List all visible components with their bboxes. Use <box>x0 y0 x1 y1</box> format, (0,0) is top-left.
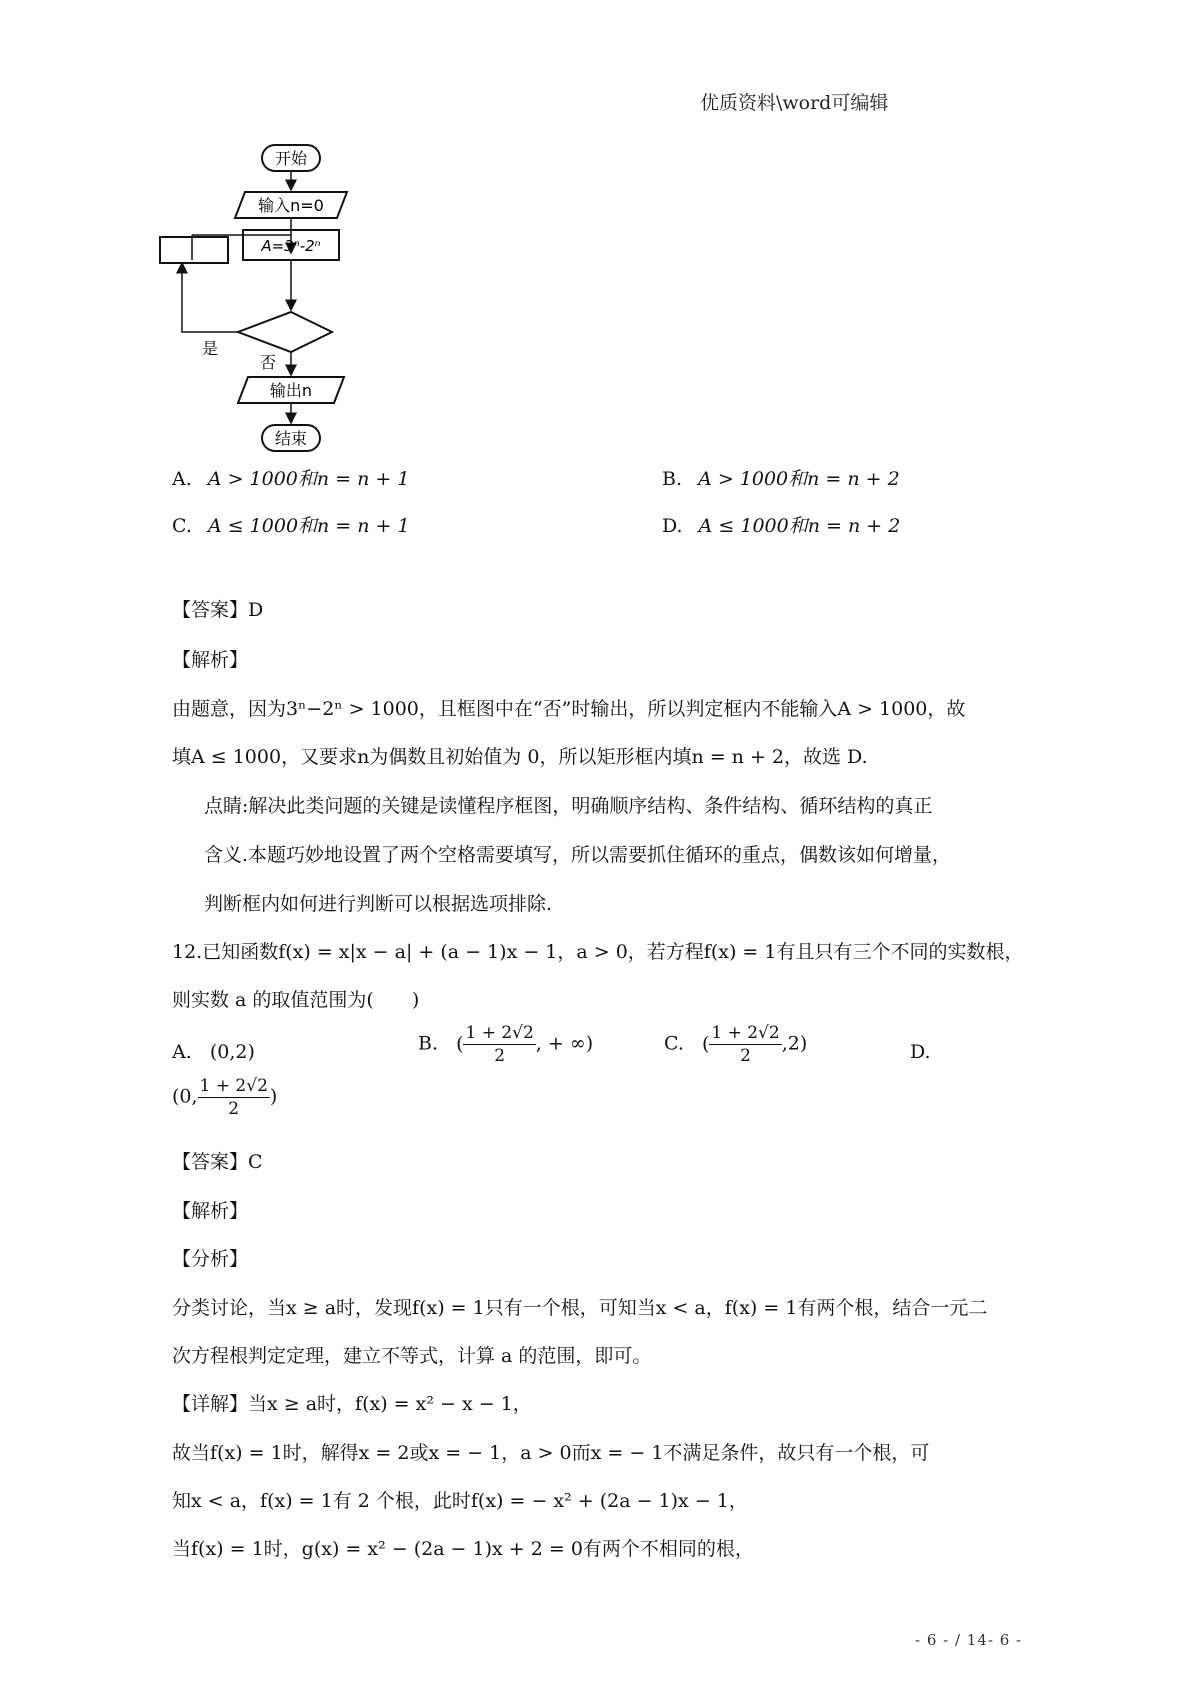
option-letter: B. <box>662 468 683 490</box>
decision-diamond <box>238 312 332 352</box>
q12-fenxi-label: 【分析】 <box>172 1248 249 1270</box>
fraction-denominator: 2 <box>494 1046 506 1066</box>
start-label: 开始 <box>274 149 308 168</box>
end-label: 结束 <box>274 429 308 448</box>
fraction <box>463 1022 535 1067</box>
q12-stem: 12.已知函数f(x) = x|x − a| + (a − 1)x − 1，a > 0，若方程f(x) = 1有且只有三个不同的实数根， <box>172 941 1024 963</box>
option-letter: A. <box>172 1041 192 1063</box>
q11-answer: 【答案】D <box>172 599 264 621</box>
q11-comment-line: 含义.本题巧妙地设置了两个空格需要填写，所以需要抓住循环的重点，偶数该如何增量， <box>204 844 952 866</box>
paren: , + ∞) <box>535 1032 594 1055</box>
q11-option-c <box>172 514 410 538</box>
option-letter: C. <box>664 1032 684 1055</box>
option-text: (0,2) <box>209 1041 255 1063</box>
assign-label: A=3ⁿ-2ⁿ <box>261 237 321 255</box>
no-label: 否 <box>259 353 277 372</box>
fraction-numerator: 1 + 2√2 <box>711 1023 780 1043</box>
q12-detail-line: 【详解】当x ≥ a时，f(x) = x² − x − 1， <box>172 1393 532 1415</box>
option-letter: B. <box>418 1032 439 1055</box>
q11-option-b <box>662 467 900 491</box>
q12-analysis-label: 【解析】 <box>172 1200 249 1222</box>
paren: (0, <box>172 1085 198 1108</box>
q12-option-d-letter: D. <box>910 1041 931 1063</box>
q12-option-c <box>664 1022 807 1067</box>
option-text: A ≤ 1000和n = n + 2 <box>698 515 901 537</box>
q12-detail-line: 故当f(x) = 1时，解得x = 2或x = − 1，a > 0而x = − 1不满足条件，故只有一个根，可 <box>172 1442 930 1464</box>
q12-fenxi-line: 次方程根判定定理，建立不等式，计算 a 的范围，即可。 <box>172 1345 652 1367</box>
fraction-numerator: 1 + 2√2 <box>199 1076 268 1096</box>
fraction <box>198 1075 270 1120</box>
q12-stem: 则实数 a 的取值范围为( ) <box>172 989 420 1011</box>
input-label: 输入n=0 <box>258 196 324 215</box>
page-footer: - 6 - / 14- 6 - <box>915 1631 1023 1649</box>
fraction-numerator: 1 + 2√2 <box>465 1023 534 1043</box>
option-letter: A. <box>172 468 192 490</box>
q12-option-a <box>172 1040 255 1064</box>
paren: ( <box>701 1032 710 1055</box>
q11-comment-line: 判断框内如何进行判断可以根据选项排除. <box>204 893 553 915</box>
option-letter: C. <box>172 515 192 537</box>
q12-detail-line: 知x < a，f(x) = 1有 2 个根，此时f(x) = − x² + (2a − 1)x − 1， <box>172 1490 748 1512</box>
q12-option-d <box>172 1075 277 1120</box>
option-text: A ≤ 1000和n = n + 1 <box>207 515 410 537</box>
paren: ) <box>269 1085 278 1108</box>
q12-fenxi-line: 分类讨论，当x ≥ a时，发现f(x) = 1只有一个根，可知当x < a，f(x) = 1有两个根，结合一元二 <box>172 1297 988 1319</box>
q12-option-b <box>418 1022 593 1067</box>
option-text: A > 1000和n = n + 2 <box>698 468 900 490</box>
q12-answer: 【答案】C <box>172 1151 263 1173</box>
yes-label: 是 <box>201 339 219 358</box>
paren: ( <box>456 1032 464 1055</box>
q11-analysis-label: 【解析】 <box>172 649 249 671</box>
q11-option-d <box>662 514 900 538</box>
q11-comment-line: 点睛:解决此类问题的关键是读懂程序框图，明确顺序结构、条件结构、循环结构的真正 <box>204 795 933 817</box>
blank-process-box <box>160 237 228 263</box>
option-text: A > 1000和n = n + 1 <box>207 468 410 490</box>
fraction <box>709 1022 781 1067</box>
fraction-denominator: 2 <box>228 1099 240 1119</box>
fraction-denominator: 2 <box>740 1046 751 1066</box>
q12-detail-line: 当f(x) = 1时，g(x) = x² − (2a − 1)x + 2 = 0有两个不相同的根， <box>172 1538 754 1560</box>
q11-analysis-line: 由题意，因为3ⁿ−2ⁿ > 1000，且框图中在“否”时输出，所以判定框内不能输入A > 1000，故 <box>172 698 966 720</box>
q11-option-a <box>172 467 409 491</box>
page-header: 优质资料\word可编辑 <box>700 92 889 114</box>
option-letter: D. <box>662 515 683 537</box>
flowchart <box>150 140 360 460</box>
paren: ,2) <box>781 1032 808 1055</box>
q11-analysis-line: 填A ≤ 1000，又要求n为偶数且初始值为 0，所以矩形框内填n = n + 2，故选 D. <box>172 746 868 768</box>
output-label: 输出n <box>269 381 313 400</box>
